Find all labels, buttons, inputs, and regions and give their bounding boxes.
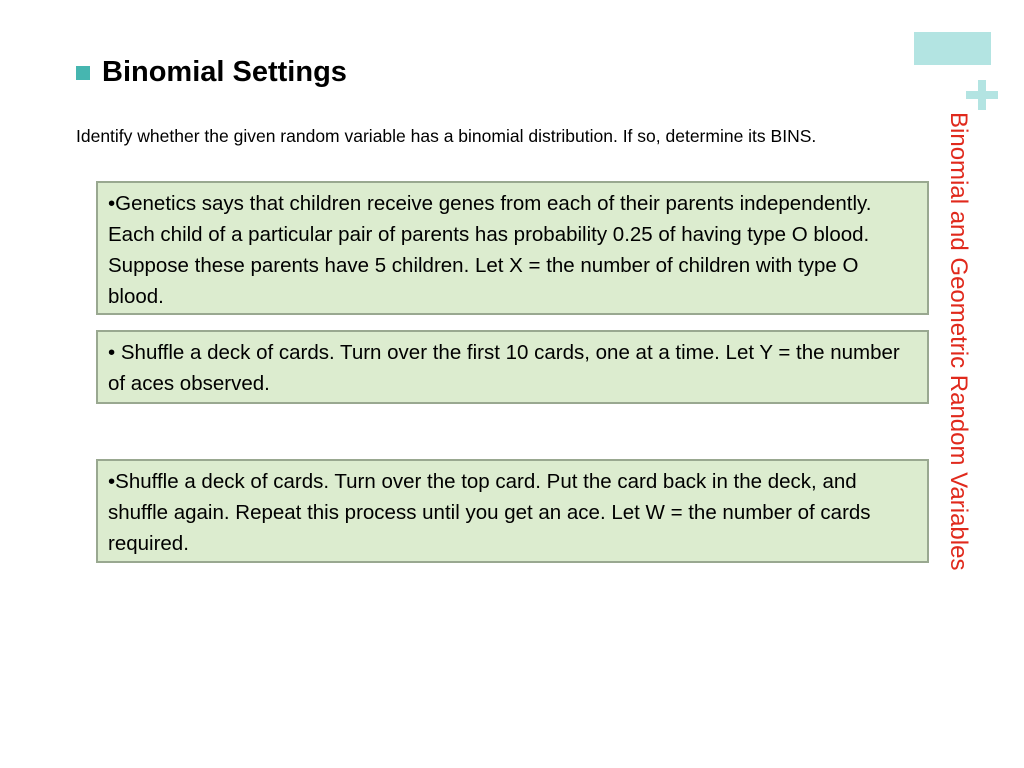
example-text: •Genetics says that children receive genes from each of their parents independently. Each child of a particular pair of parents has probability 0.25 of having type O blood. Suppose these parents have 5 children. Let X = the number of children with type O blood. (108, 192, 872, 308)
square-bullet-icon (76, 66, 90, 80)
plus-icon (966, 80, 998, 112)
example-box-ten-cards (96, 330, 929, 404)
slide-heading: Binomial Settings (102, 56, 347, 88)
corner-decoration (914, 32, 991, 65)
example-box-until-ace (96, 459, 929, 563)
example-box-genetics (96, 181, 929, 315)
example-text: • Shuffle a deck of cards. Turn over the first 10 cards, one at a time. Let Y = the number of aces observed. (108, 341, 900, 395)
example-text: •Shuffle a deck of cards. Turn over the top card. Put the card back in the deck, and shuffle again. Repeat this process until you get an ace. Let W = the number of cards required. (108, 470, 871, 555)
intro-text: Identify whether the given random variable has a binomial distribution. If so, determine its BINS. (76, 126, 817, 146)
side-title: Binomial and Geometric Random Variables (945, 112, 972, 571)
heading-row (76, 55, 347, 89)
